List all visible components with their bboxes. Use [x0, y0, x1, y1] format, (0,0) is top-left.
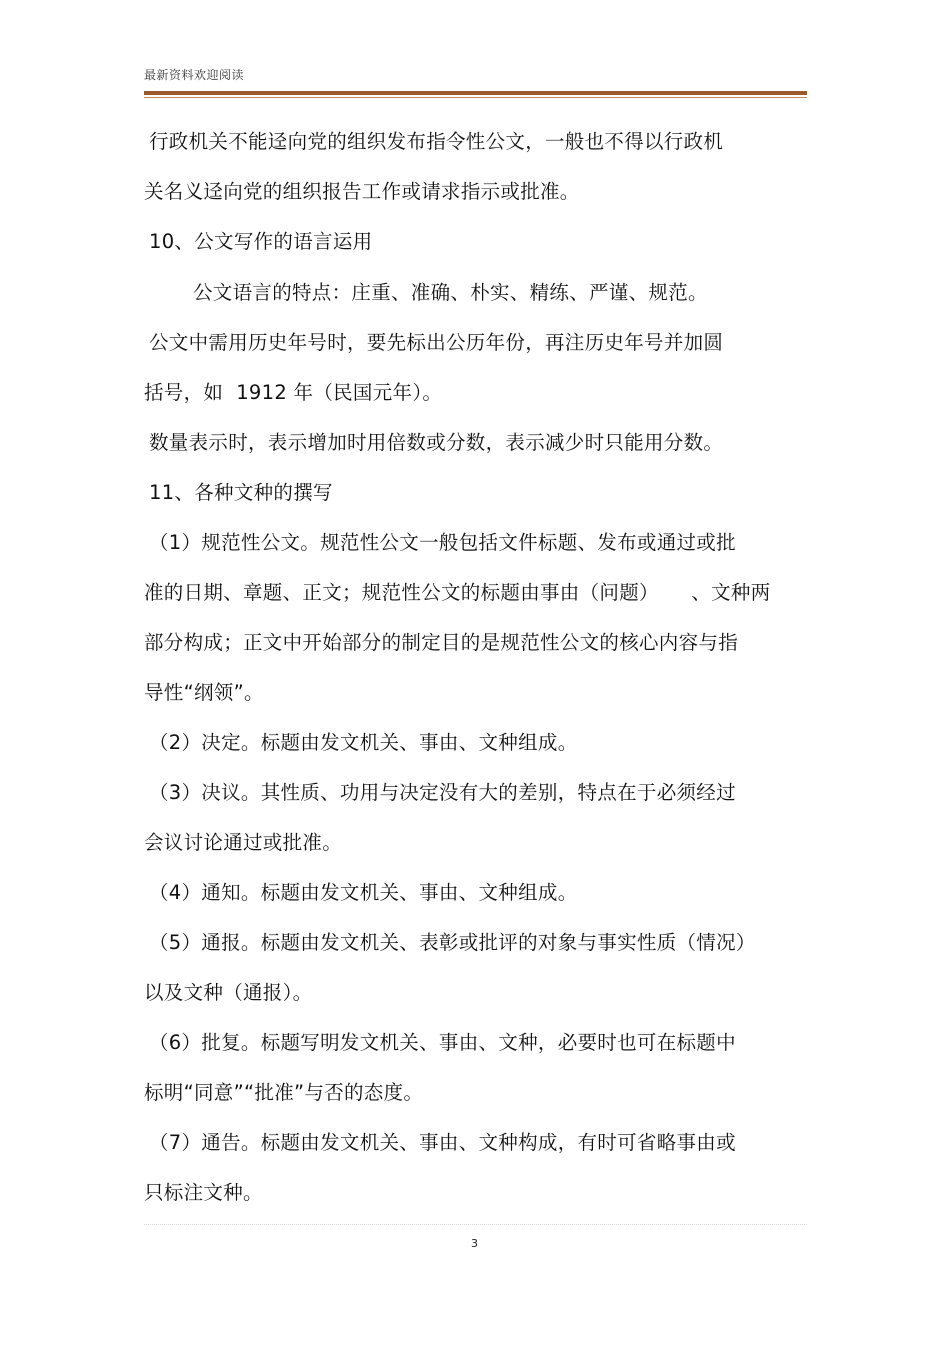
text-line: 行政机关不能迳向党的组织发布指令性公文，一般也不得以行政机 — [149, 130, 724, 153]
text-line: 数量表示时，表示增加时用倍数或分数，表示减少时只能用分数。 — [149, 431, 724, 454]
text-line: 关名义迳向党的组织报告工作或请求指示或批准。 — [144, 180, 580, 203]
text-line: 部分构成；正文中开始部分的制定目的是规范性公文的核心内容与指 — [144, 631, 739, 654]
page-number: 3 — [471, 1237, 478, 1250]
text-line: （1）规范性公文。规范性公文一般包括文件标题、发布或通过或批 — [149, 531, 736, 554]
text-line: 只标注文种。 — [144, 1181, 263, 1204]
text-line: （5）通报。标题由发文机关、表彰或批评的对象与事实性质（情况） — [149, 931, 756, 954]
footer-dotted-line — [144, 1224, 807, 1226]
text-line: 以及文种（通报）。 — [144, 981, 313, 1004]
header-rule-thick — [144, 91, 807, 95]
page-header-title: 最新资料欢迎阅读 — [144, 68, 245, 82]
text-line: 准的日期、章题、正文；规范性公文的标题由事由（问题） 、文种两 — [144, 581, 771, 604]
text-line: （3）决议。其性质、功用与决定没有大的差别，特点在于必须经过 — [149, 781, 736, 804]
section-heading: 11、各种文种的撰写 — [149, 481, 333, 504]
text-line: 公文语言的特点：庄重、准确、朴实、精练、严谨、规范。 — [193, 281, 708, 304]
text-line: 会议讨论通过或批准。 — [144, 831, 343, 854]
text-line: （2）决定。标题由发文机关、事由、文种组成。 — [149, 731, 578, 754]
text-line: 标明“同意”“批准”与否的态度。 — [144, 1081, 424, 1104]
text-line: 括号，如 1912 年（民国元年）。 — [144, 381, 443, 404]
text-line: （6）批复。标题写明发文机关、事由、文种，必要时也可在标题中 — [149, 1031, 736, 1054]
text-line: 公文中需用历史年号时，要先标出公历年份，再注历史年号并加圆 — [149, 331, 724, 354]
text-line: （7）通告。标题由发文机关、事由、文种构成，有时可省略事由或 — [149, 1131, 736, 1154]
text-line: （4）通知。标题由发文机关、事由、文种组成。 — [149, 881, 578, 904]
text-line: 导性“纲领”。 — [144, 681, 264, 704]
header-rule-thin — [144, 97, 807, 98]
section-heading: 10、公文写作的语言运用 — [149, 230, 373, 253]
